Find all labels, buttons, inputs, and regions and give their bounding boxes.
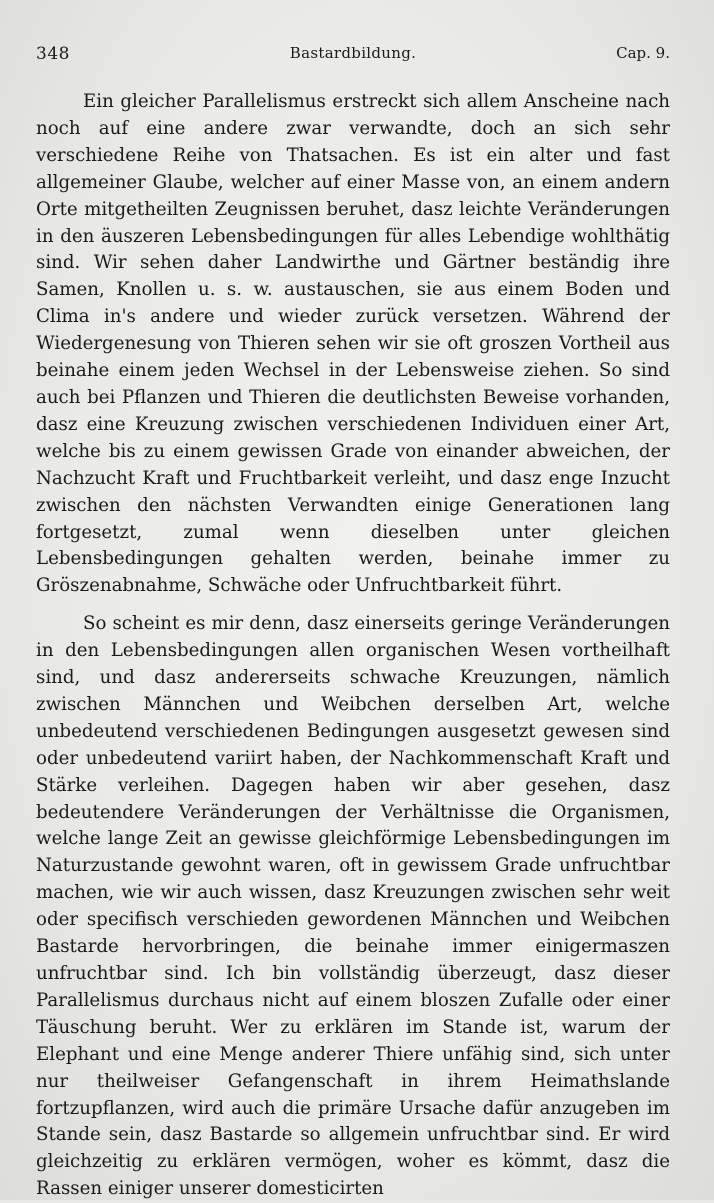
paragraph-parallelismus: Ein gleicher Parallelismus erstreckt sich allem Anscheine nach noch auf eine andere zwar verwandte, doch an sich sehr verschiedene Reihe von Thatsachen. Es ist ein alter und fast allgemeiner Glaube, welcher auf einer Masse von, an einem andern Orte mitgetheilten Zeugnissen beruhet, dasz leichte Veränderungen in den äuszeren Lebensbedingungen für alles Lebendige wohlthätig sind. Wir sehen daher Landwirthe und Gärtner beständig ihre Samen, Knollen u. s. w. austauschen, sie aus einem Boden und Clima in's andere und wieder zurück versetzen. Während der Wiedergenesung von Thieren sehen wir sie oft groszen Vortheil aus beinahe einem jeden Wechsel in der Lebensweise ziehen. So sind auch bei Pflanzen und Thieren die deutlichsten Beweise vorhanden, dasz eine Kreuzung zwischen verschiedenen Individuen einer Art, welche bis zu einem gewissen Grade von einander abweichen, der Nachzucht Kraft und Fruchtbarkeit verleiht, und dasz enge Inzucht zwischen den nächsten Verwandten einige Generationen lang fortgesetzt, zumal wenn dieselben unter gleichen Lebensbedingungen gehalten werden, beinahe immer zu Gröszenabnahme, Schwäche oder Unfruchtbarkeit führt. xyxy=(36,91,670,597)
page-number: 348 xyxy=(36,44,70,64)
running-title: Bastardbildung. xyxy=(289,44,417,62)
body-text xyxy=(36,89,670,1203)
running-head xyxy=(36,44,670,70)
chapter-label: Cap. 9. xyxy=(616,44,670,62)
paragraph-so-scheint: So scheint es mir denn, dasz einerseits geringe Veränderungen in den Lebensbedingungen allen organischen Wesen vortheilhaft sind, und dasz andererseits schwache Kreuzungen, nämlich zwischen Männchen und Weibchen derselben Art, welche unbedeutend verschiedenen Bedingungen ausgesetzt gewesen sind oder unbedeutend variirt haben, der Nachkommenschaft Kraft und Stärke verleihen. Dagegen haben wir aber gesehen, dasz bedeutendere Veränderungen der Verhältnisse die Organismen, welche lange Zeit an gewisse gleichförmige Lebensbedingungen im Naturzustande gewohnt waren, oft in gewissem Grade unfruchtbar machen, wie wir auch wissen, dasz Kreuzungen zwischen sehr weit oder specifisch verschieden gewordenen Männchen und Weibchen Bastarde hervorbringen, die beinahe immer einigermaszen unfruchtbar sind. Ich bin vollständig überzeugt, dasz dieser Parallelismus durchaus nicht auf einem bloszen Zufalle oder einer Täuschung beruht. Wer zu erklären im Stande ist, warum der Elephant und eine Menge anderer Thiere unfähig sind, sich unter nur theilweiser Gefangenschaft in ihrem Heimathslande fortzupflanzen, wird auch die primäre Ursache dafür anzugeben im Stande sein, dasz Bastarde so allgemein unfruchtbar sind. Er wird gleichzeitig zu erklären vermögen, woher es kömmt, dasz die Rassen einiger unserer domesticirten xyxy=(36,613,670,1200)
